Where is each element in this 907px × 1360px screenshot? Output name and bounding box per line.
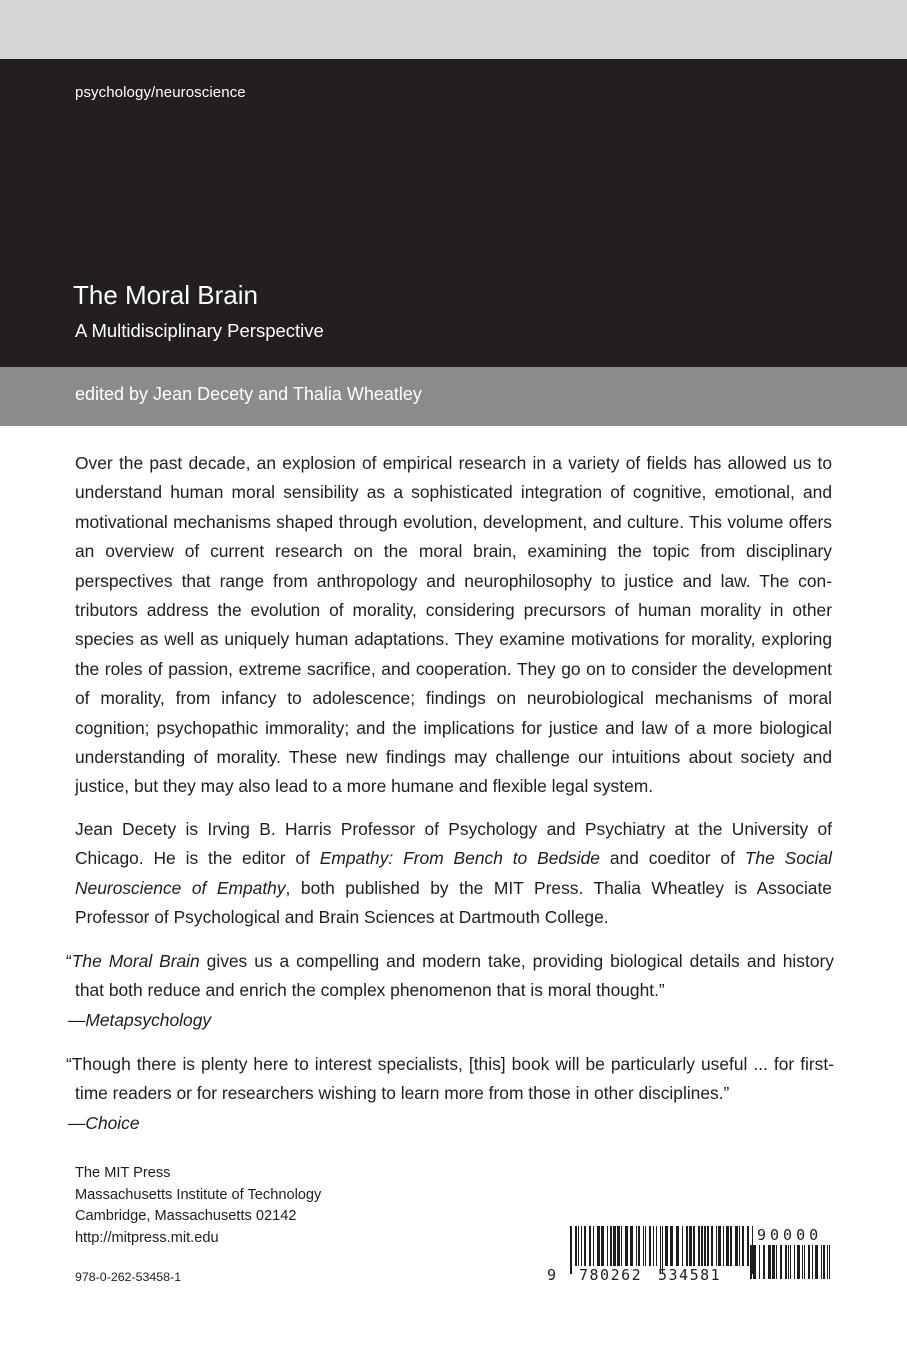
- barcode-bar: [698, 1226, 700, 1266]
- bio-text-2: and coeditor of: [599, 848, 745, 869]
- bio-text-3: , both published by the MIT Press. Thalia Wheatley is Associate Professor of Psychological and Brain Sciences at Dartmouth College.: [75, 877, 832, 928]
- barcode-bar: [638, 1226, 640, 1266]
- barcode-bar: [670, 1226, 673, 1266]
- barcode-bar: [617, 1226, 620, 1266]
- barcode-bar: [718, 1226, 721, 1266]
- barcode-bar: [621, 1226, 622, 1266]
- barcode-bar: [776, 1245, 777, 1279]
- publisher-url[interactable]: http://mitpress.mit.edu: [75, 1229, 219, 1246]
- barcode-bar: [578, 1226, 579, 1266]
- isbn-number: 978-0-262-53458-1: [75, 1270, 182, 1284]
- barcode-bar: [804, 1245, 805, 1279]
- barcode-bar: [645, 1226, 646, 1266]
- barcode-bar: [829, 1245, 830, 1279]
- barcode-bar: [581, 1226, 582, 1266]
- barcode-bar: [625, 1226, 628, 1266]
- barcode-digits-left: 780262: [579, 1266, 643, 1284]
- quote-1-body: gives us a compelling and modern take, providing biological details and history that both reduce and enrich the complex phenomenon that is moral thought.”: [75, 951, 834, 1001]
- barcode-bar: [589, 1226, 591, 1266]
- barcode-bar: [601, 1226, 604, 1266]
- barcode-bar: [730, 1226, 732, 1266]
- barcode-bar: [750, 1245, 752, 1279]
- book-subtitle: A Multidisciplinary Perspective: [75, 320, 324, 341]
- barcode-addon-digits: 90000: [757, 1226, 823, 1244]
- barcode-bar: [797, 1245, 800, 1279]
- barcode-bar: [686, 1226, 688, 1266]
- description-text: Over the past decade, an explosion of empirical research in a variety of fields has allowed us to understand human moral sensibility as a sophisticated integration of cognitive, emotional, and motivational mechanisms shaped through evolution, development, and culture. This volume offers an overview of current research on the moral brain, examining the topic from disciplinary perspectives that range from anthropology and neurophilosophy to justice and law. The contributors address the evolution of morality, considering precursors of human morality in other species as well as uniquely human adaptations. They examine motivations for morality, exploring the roles of passion, extreme sacrifice, and cooperation. They go on to consider the development of morality, from infancy to adolescence; findings on neurobiological mechanisms of moral cognition; psychopathic immorality; and the implications for justice and law of a more biological understanding of morality. These new findings may challenge our intuitions about society and justice, but they may also lead to a more humane and flexible legal system.: [75, 453, 832, 797]
- bio-text-1: Jean Decety is Irving B. Harris Professor of Psychology and Psychiatry at the University of Chicago. He is the editor of: [75, 819, 832, 869]
- publisher-institute: Massachusetts Institute of Technology: [75, 1186, 322, 1203]
- barcode-bar: [643, 1226, 644, 1266]
- barcode-bar: [753, 1245, 756, 1279]
- barcode-bar: [610, 1226, 612, 1266]
- isbn-barcode: [545, 1226, 835, 1286]
- barcode-bar: [812, 1245, 813, 1279]
- publisher-name: The MIT Press: [75, 1165, 171, 1181]
- barcode-bar: [827, 1245, 828, 1279]
- barcode-bar: [735, 1226, 738, 1266]
- barcode-bar: [815, 1245, 818, 1279]
- barcode-bar: [794, 1245, 795, 1279]
- barcode-bar: [788, 1245, 789, 1279]
- barcode-bar: [768, 1245, 771, 1279]
- barcode-bar: [597, 1226, 600, 1266]
- barcode-bar: [676, 1226, 679, 1266]
- review-quote-2: [66, 1050, 834, 1138]
- barcode-bar: [726, 1226, 729, 1266]
- publisher-address: Cambridge, Massachusetts 02142: [75, 1208, 297, 1224]
- quote-2-text: “Though there is plenty here to interest specialists, [this] book will be particularly useful ... for first-time readers or for researchers wishing to learn more from those in other disciplines.”: [66, 1054, 834, 1104]
- editors-line: edited by Jean Decety and Thalia Wheatley: [75, 384, 422, 404]
- barcode-bar: [821, 1245, 822, 1279]
- barcode-bar: [584, 1226, 586, 1266]
- bio-book-1: Empathy: From Bench to Bedside: [319, 848, 600, 869]
- barcode-bar: [682, 1226, 683, 1266]
- barcode-bar: [723, 1226, 724, 1266]
- barcode-bar: [649, 1226, 651, 1266]
- book-title: The Moral Brain: [73, 280, 258, 310]
- barcode-bar: [630, 1226, 633, 1266]
- barcode-bar: [570, 1226, 572, 1274]
- barcode-bar: [711, 1226, 713, 1266]
- publisher-block: [75, 1163, 321, 1249]
- barcode-bar: [693, 1226, 695, 1266]
- review-quote-1: [66, 947, 834, 1035]
- barcode-bar: [759, 1245, 760, 1279]
- barcode-bar: [780, 1245, 782, 1279]
- barcode-bar: [785, 1245, 787, 1279]
- category-label: psychology/neuroscience: [75, 84, 246, 101]
- barcode-bar: [739, 1226, 740, 1266]
- description-block: [75, 449, 832, 802]
- top-strip: [0, 0, 907, 59]
- barcode-bar: [742, 1226, 744, 1266]
- barcode-bar: [763, 1245, 765, 1279]
- editor-bio-block: [75, 815, 832, 933]
- barcode-bar: [823, 1245, 825, 1279]
- barcode-addon-bars: [750, 1245, 832, 1287]
- barcode-bar: [772, 1245, 775, 1279]
- barcode-bar: [704, 1226, 706, 1266]
- barcode-bar: [665, 1226, 668, 1266]
- barcode-bar: [689, 1226, 692, 1266]
- barcode-bar: [653, 1226, 654, 1266]
- barcode-bar: [613, 1226, 616, 1266]
- quote-1-text: [66, 947, 834, 1006]
- quote-1-source: —Metapsychology: [68, 1009, 212, 1030]
- barcode-digits-right: 534581: [658, 1266, 722, 1284]
- barcode-bar: [701, 1226, 703, 1266]
- barcode-bar: [636, 1226, 637, 1266]
- barcode-bar: [747, 1226, 749, 1266]
- quote-1-open: “: [66, 951, 72, 971]
- barcode-bar: [790, 1245, 791, 1279]
- quote-2-source: —Choice: [68, 1112, 140, 1133]
- barcode-lead-digit: 9: [547, 1266, 558, 1284]
- quote-1-title: The Moral Brain: [71, 951, 200, 971]
- editor-bio: [75, 815, 832, 933]
- barcode-bar: [802, 1245, 803, 1279]
- barcode-bar: [656, 1226, 657, 1266]
- barcode-bar: [707, 1226, 709, 1266]
- barcode-bar: [808, 1245, 810, 1279]
- barcode-bar: [593, 1226, 594, 1266]
- barcode-bar: [575, 1226, 577, 1266]
- barcode-bar: [716, 1226, 717, 1266]
- bio-book-2: The Social Neuroscience of Empathy: [75, 848, 832, 898]
- barcode-bar: [607, 1226, 608, 1266]
